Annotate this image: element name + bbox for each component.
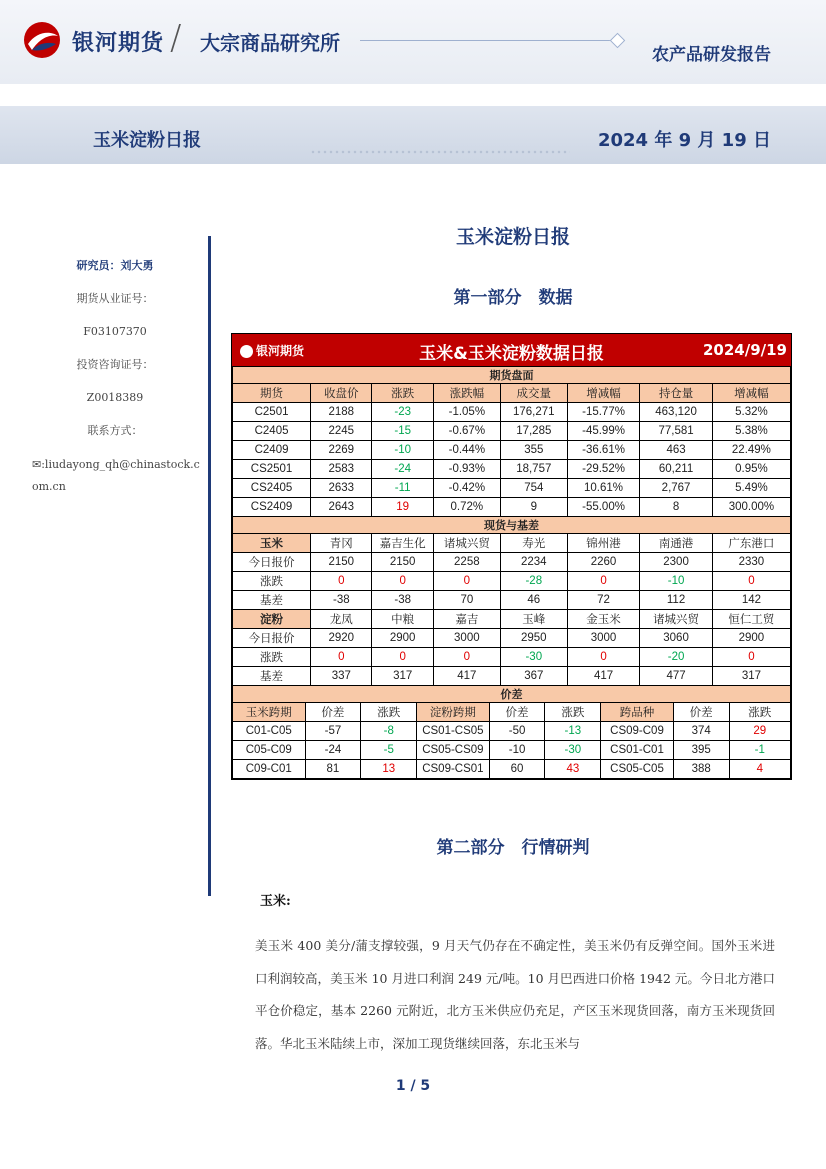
column-header: 价差 [305,703,361,722]
table-row [233,572,791,591]
table-cell: C09-C01 [233,760,306,779]
table-cell: -45.99% [567,422,640,441]
table-cell: 0 [372,572,433,591]
table-cell: 17,285 [500,422,567,441]
table-cell: 77,581 [640,422,713,441]
table-title: 玉米&玉米淀粉数据日报 [419,344,604,364]
header-row [233,703,791,722]
column-header: 涨跌 [545,703,601,722]
table-cell: 2,767 [640,479,713,498]
column-header: 涨跌幅 [433,384,500,403]
column-header: 金玉米 [567,610,640,629]
table-cell: 2234 [500,553,567,572]
header-row [233,384,791,403]
table-cell: C05-C09 [233,741,306,760]
table-cell: CS05-CS09 [417,741,490,760]
table-cell: CS05-C05 [601,760,674,779]
table-cell: 3060 [640,629,713,648]
table-cell: 317 [372,667,433,686]
table-cell: 涨跌 [233,648,311,667]
table-cell: 0 [433,572,500,591]
table-cell: 463,120 [640,403,713,422]
table-cell: 2950 [500,629,567,648]
table-cell: 基差 [233,667,311,686]
table-cell: -0.67% [433,422,500,441]
section-row [233,686,791,703]
table-row [233,591,791,610]
table-cell: 417 [433,667,500,686]
column-header: 收盘价 [311,384,372,403]
table-cell: 0 [311,648,372,667]
table-cell: 46 [500,591,567,610]
license-number: F03107370 [83,325,147,338]
column-header: 涨跌 [729,703,790,722]
column-header: 跨品种 [601,703,674,722]
table-cell: 19 [372,498,433,517]
section-row [233,367,791,384]
table-cell: -38 [372,591,433,610]
table-cell: 0 [311,572,372,591]
table-cell: -1 [729,741,790,760]
table-cell: 2643 [311,498,372,517]
row-group-header: 淀粉 [233,610,311,629]
table-cell: CS2409 [233,498,311,517]
row-group-header: 玉米 [233,534,311,553]
table-cell: -0.44% [433,441,500,460]
column-header: 持仓量 [640,384,713,403]
column-header: 玉米跨期 [233,703,306,722]
table-cell: 3000 [567,629,640,648]
table-cell: -38 [311,591,372,610]
table-cell: -5 [361,741,417,760]
column-header: 涨跌 [361,703,417,722]
table-cell: 72 [567,591,640,610]
data-table [231,333,792,780]
table-cell: 0 [433,648,500,667]
table-row [233,460,791,479]
table-cell: 367 [500,667,567,686]
column-header: 广东港口 [712,534,790,553]
table-cell: 112 [640,591,713,610]
table-cell: 463 [640,441,713,460]
table-cell: 0 [712,648,790,667]
section-row [233,517,791,534]
report-date: 2024 年 9 月 19 日 [597,130,771,151]
column-header: 增减幅 [712,384,790,403]
table-cell: 754 [500,479,567,498]
spread-grid [232,686,791,779]
header-row [233,610,791,629]
analysis-label: 玉米: [260,894,291,909]
column-header: 南通港 [640,534,713,553]
page-title: 玉米淀粉日报 [455,226,570,248]
table-cell: 300.00% [712,498,790,517]
table-cell: 317 [712,667,790,686]
column-header: 涨跌 [372,384,433,403]
table-cell: 13 [361,760,417,779]
column-header: 价差 [489,703,545,722]
column-header: 价差 [673,703,729,722]
table-row [233,553,791,572]
table-cell: 374 [673,722,729,741]
column-header: 诸城兴贸 [433,534,500,553]
table-cell: 0.95% [712,460,790,479]
table-cell: -0.93% [433,460,500,479]
table-cell: -30 [545,741,601,760]
table-cell: 2900 [372,629,433,648]
table-cell: 5.49% [712,479,790,498]
column-header: 中粮 [372,610,433,629]
table-row [233,667,791,686]
table-cell: -24 [372,460,433,479]
table-cell: C2405 [233,422,311,441]
table-cell: -55.00% [567,498,640,517]
table-cell: CS01-C01 [601,741,674,760]
table-cell: 10.61% [567,479,640,498]
table-cell: -0.42% [433,479,500,498]
column-header: 寿光 [500,534,567,553]
table-cell: 2188 [311,403,372,422]
table-row [233,648,791,667]
table-logo-text: 银河期货 [256,344,305,358]
table-cell: 2150 [311,553,372,572]
table-cell: 涨跌 [233,572,311,591]
table-cell: 43 [545,760,601,779]
table-cell: -30 [500,648,567,667]
institute-name: 大宗商品研究所 [200,31,340,55]
section-header: 现货与基差 [233,517,791,534]
page-number: 1 / 5 [395,1078,431,1094]
table-cell: -11 [372,479,433,498]
consult-label: 投资咨询证号： [76,358,154,371]
table-cell: -10 [640,572,713,591]
table-cell: -36.61% [567,441,640,460]
table-cell: 388 [673,760,729,779]
table-cell: 今日报价 [233,553,311,572]
table-cell: 60,211 [640,460,713,479]
table-row [233,629,791,648]
table-cell: 29 [729,722,790,741]
table-cell: 337 [311,667,372,686]
table-cell: CS09-C09 [601,722,674,741]
table-cell: 0 [567,648,640,667]
table-cell: 2258 [433,553,500,572]
table-cell: 2245 [311,422,372,441]
table-cell: 355 [500,441,567,460]
sidebar [30,256,200,498]
table-cell: -1.05% [433,403,500,422]
table-cell: 2300 [640,553,713,572]
table-cell: -10 [489,741,545,760]
table-cell: 9 [500,498,567,517]
table-cell: C01-C05 [233,722,306,741]
column-header: 嘉吉生化 [372,534,433,553]
column-header: 增减幅 [567,384,640,403]
table-cell: -10 [372,441,433,460]
table-cell: CS2405 [233,479,311,498]
table-cell: 395 [673,741,729,760]
galaxy-logo-icon [22,20,62,60]
table-row [233,722,791,741]
table-cell: 22.49% [712,441,790,460]
column-header: 期货 [233,384,311,403]
column-header: 恒仁工贸 [712,610,790,629]
table-cell: 2633 [311,479,372,498]
section-header: 期货盘面 [233,367,791,384]
table-cell: -57 [305,722,361,741]
table-cell: -8 [361,722,417,741]
table-row [233,741,791,760]
table-cell: -24 [305,741,361,760]
brand-divider: / [170,18,182,58]
table-cell: 4 [729,760,790,779]
table-cell: 5.32% [712,403,790,422]
table-header-bar [232,334,791,366]
column-header: 玉峰 [500,610,567,629]
table-cell: -15 [372,422,433,441]
table-cell: C2501 [233,403,311,422]
column-header: 诸城兴贸 [640,610,713,629]
table-cell: CS09-CS01 [417,760,490,779]
researcher: 研究员：刘大勇 [76,259,154,272]
section-heading-analysis: 第二部分 行情研判 [436,838,590,858]
table-cell: -28 [500,572,567,591]
column-header: 锦州港 [567,534,640,553]
table-cell: C2409 [233,441,311,460]
contact-label: 联系方式： [87,424,143,437]
table-row [233,760,791,779]
analysis-paragraph: 美玉米 400 美分/蒲支撑较强，9 月天气仍存在不确定性，美玉米仍有反弹空间。国外玉米进口利润较高，美玉米 10 月进口利润 249 元/吨。10 月巴西进口价格 1942 元。今日北方港口平仓价稳定，基本 2260 元附近，北方玉米供应仍充足，产区玉米现货回落，南方玉米现货回落。华北玉米陆续上市，深加工现货继续回落，东北玉米与 [255,938,775,1051]
column-header: 淀粉跨期 [417,703,490,722]
table-cell: -23 [372,403,433,422]
header-row [233,534,791,553]
column-header: 青冈 [311,534,372,553]
decor-dots [310,150,570,154]
table-cell: 2920 [311,629,372,648]
table-cell: 2260 [567,553,640,572]
table-cell: -29.52% [567,460,640,479]
table-cell: CS2501 [233,460,311,479]
table-cell: 2330 [712,553,790,572]
table-cell: 0 [372,648,433,667]
table-cell: 417 [567,667,640,686]
table-cell: -13 [545,722,601,741]
table-cell: 2150 [372,553,433,572]
table-cell: 142 [712,591,790,610]
table-cell: 2269 [311,441,372,460]
table-cell: 8 [640,498,713,517]
table-cell: 2900 [712,629,790,648]
table-date: 2024/9/19 [702,341,787,359]
table-cell: CS01-CS05 [417,722,490,741]
table-cell: 基差 [233,591,311,610]
table-cell: 0 [712,572,790,591]
report-type: 农产品研发报告 [652,45,771,65]
table-cell: -50 [489,722,545,741]
table-row [233,479,791,498]
column-header: 龙凤 [311,610,372,629]
consult-number: Z0018389 [86,391,144,404]
column-header: 嘉吉 [433,610,500,629]
table-cell: 70 [433,591,500,610]
table-row [233,498,791,517]
table-cell: 3000 [433,629,500,648]
license-label: 期货从业证号： [76,292,154,305]
table-cell: 5.38% [712,422,790,441]
table-cell: 18,757 [500,460,567,479]
table-cell: 60 [489,760,545,779]
table-cell: 477 [640,667,713,686]
decor-line [360,40,620,41]
table-cell: 81 [305,760,361,779]
table-row [233,422,791,441]
section-heading-data: 第一部分 数据 [453,288,573,308]
table-cell: 0 [567,572,640,591]
brand-name: 银河期货 [72,31,165,56]
data-grid [232,366,791,686]
sidebar-divider [208,236,211,896]
table-cell: -15.77% [567,403,640,422]
section-header: 价差 [233,686,791,703]
report-subtitle: 玉米淀粉日报 [93,130,201,151]
table-row [233,403,791,422]
column-header: 成交量 [500,384,567,403]
table-cell: -20 [640,648,713,667]
contact-email[interactable]: ✉:liudayong_qh@chinastock.com.cn [32,458,200,493]
table-cell: 176,271 [500,403,567,422]
table-cell: 0.72% [433,498,500,517]
table-cell: 今日报价 [233,629,311,648]
table-row [233,441,791,460]
table-cell: 2583 [311,460,372,479]
